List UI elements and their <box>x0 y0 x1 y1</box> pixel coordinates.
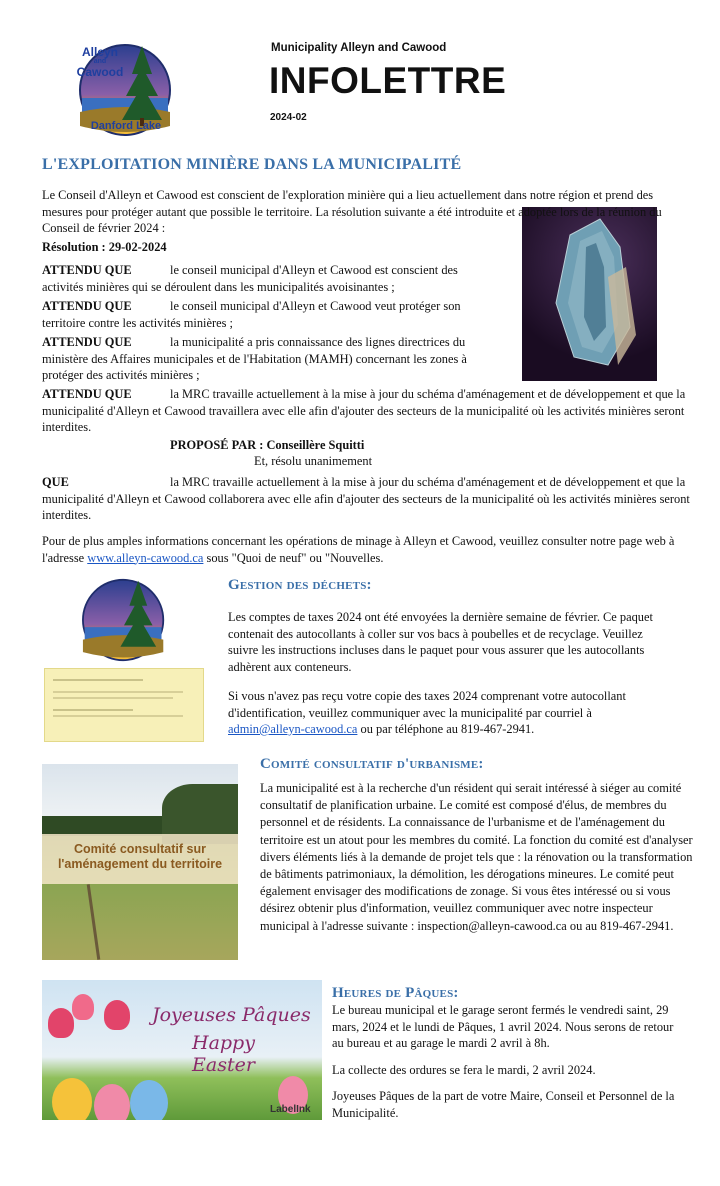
easter-paragraph-1: Le bureau municipal et le garage seront fermés le vendredi saint, 29 mars, 2024 et le lundi de Pâques, 1 avril 2024. Nous serons de retour au bureau et au garage le mardi 2 avril à 8h. <box>332 1003 674 1050</box>
que-clause <box>42 474 690 524</box>
issue-number: 2024-02 <box>270 112 307 123</box>
clause-text: la municipalité a pris connaissance des lignes directrices du ministère des Affaires municipales et de l'Habitation (MAMH) concernant les zones à protéger des activités minières ; <box>42 335 467 382</box>
clause-text: le conseil municipal d'Alleyn et Cawood veut protéger son territoire contre les activités minières ; <box>42 299 461 330</box>
logo-bottom-text: Danford Lake <box>90 120 162 132</box>
logo-text-cawood: Cawood <box>76 65 124 79</box>
sticker-sheet <box>44 668 204 742</box>
more-info-text: Pour de plus amples informations concernant les opérations de minage à Alleyn et Cawood, veuillez consulter notre page web à l'adresse <box>42 534 675 565</box>
clause-key: ATTENDU QUE <box>42 299 132 313</box>
easter-image-brand: LabelInk <box>270 1104 311 1115</box>
proposed-by: PROPOSÉ PAR : Conseillère Squitti <box>170 438 365 452</box>
waste-paragraph-2-text: Si vous n'avez pas reçu votre copie des taxes 2024 comprenant votre autocollant d'identification, veuillez communiquer avec la municipalité par courriel à <box>228 689 626 720</box>
logo-text-alleyn: Alleyn <box>81 45 118 59</box>
mining-heading: L'EXPLOITATION MINIÈRE DANS LA MUNICIPALITÉ <box>42 156 462 173</box>
more-info-tail: sous "Quoi de neuf" ou "Nouvelles. <box>203 550 384 565</box>
easter-heading: Heures de Pâques: <box>332 985 459 1001</box>
easter-paragraph-2: La collecte des ordures se fera le mardi, 2 avril 2024. <box>332 1062 596 1077</box>
clause-4 <box>42 386 690 436</box>
municipality-logo <box>70 40 182 140</box>
more-info <box>42 533 682 566</box>
urbanism-image-caption: Comité consultatif sur l'aménagement du territoire <box>57 842 223 871</box>
clause-text: la MRC travaille actuellement à la mise à jour du schéma d'aménagement et de développement et que la municipalité d'Alleyn et Cawood travaillera avec elle afin d'ajouter des secteurs de la municipalité où les activités minières seront interdites. <box>42 387 686 434</box>
admin-email-link[interactable]: admin@alleyn-cawood.ca <box>228 722 358 736</box>
waste-paragraph-1: Les comptes de taxes 2024 ont été envoyées la dernière semaine de février. Ce paquet contenait des autocollants à coller sur vos bacs à poubelles et de recyclage. Veuillez suivre les instructions incluses dans le paquet pour vous assurer que les autocollants adhèrent aux conteneurs. <box>228 610 653 674</box>
waste-paragraph-2-tail: ou par téléphone au 819-467-2941. <box>357 722 535 736</box>
clause-key: ATTENDU QUE <box>42 387 132 401</box>
waste-image <box>44 570 202 740</box>
que-key: QUE <box>42 475 69 489</box>
easter-image <box>42 980 322 1120</box>
clause-2 <box>42 298 482 331</box>
waste-paragraph-2 <box>228 688 668 738</box>
urbanism-heading: Comité consultatif d'urbanisme: <box>260 756 484 772</box>
clause-text: le conseil municipal d'Alleyn et Cawood est conscient des activités minières qui se déroulent dans les municipalités avoisinantes ; <box>42 263 458 294</box>
clause-1 <box>42 262 482 295</box>
mining-intro: Le Conseil d'Alleyn et Cawood est conscient de l'exploration minière qui a lieu actuellement dans notre région et prend des mesures pour protéger autant que possible le territoire. La résolution suivante a été introduite et adoptée lors de la réunion du Conseil de février 2024 : <box>42 188 662 235</box>
easter-greeting-1: Joyeuses Pâques <box>152 1004 311 1026</box>
resolved-unanimously: Et, résolu unanimement <box>254 454 373 468</box>
municipality-name: Municipality Alleyn and Cawood <box>271 42 447 54</box>
newsletter-title: INFOLETTRE <box>269 60 507 101</box>
logo-repeat <box>74 570 174 670</box>
clause-key: ATTENDU QUE <box>42 263 132 277</box>
waste-heading: Gestion des déchets: <box>228 577 372 593</box>
easter-greeting-2: Happy Easter <box>192 1032 255 1076</box>
resolution-number: Résolution : 29-02-2024 <box>42 240 167 254</box>
website-link[interactable]: www.alleyn-cawood.ca <box>87 550 204 565</box>
clause-3 <box>42 334 497 384</box>
que-text: la MRC travaille actuellement à la mise à jour du schéma d'aménagement et de développement et que la municipalité d'Alleyn et Cawood collaborera avec elle afin d'ajouter des secteurs de la municipalité où les activités minières seront interdites. <box>42 475 690 522</box>
logo-text-and: and <box>93 58 107 65</box>
urbanism-paragraph: La municipalité est à la recherche d'un résident qui serait intéressé à siéger au comité consultatif de planification urbaine. Le comité est composé d'élus, de membres du personnel et de résidents. La connaissance de l'urbanisme et de l'aménagement du territoire est un atout pour les membres du comité. La fonction du comité est d'analyser divers éléments liés à la demande de projet tels que : la rénovation ou la transformation de bâtiments patrimoniaux, la démolition, les dérogations mineures. Le comité peut également envisager des modifications de zonage. Si vous êtes intéressé ou si vous désirez obtenir plus d'information, veuillez communiquer avec notre inspecteur municipal à l'adresse suivante : inspection@alleyn-cawood.ca ou au 819-467-2941. <box>260 781 693 933</box>
easter-paragraph-3: Joyeuses Pâques de la part de votre Maire, Conseil et Personnel de la Municipalité. <box>332 1089 675 1120</box>
urbanism-photo <box>42 764 238 960</box>
clause-key: ATTENDU QUE <box>42 335 132 349</box>
